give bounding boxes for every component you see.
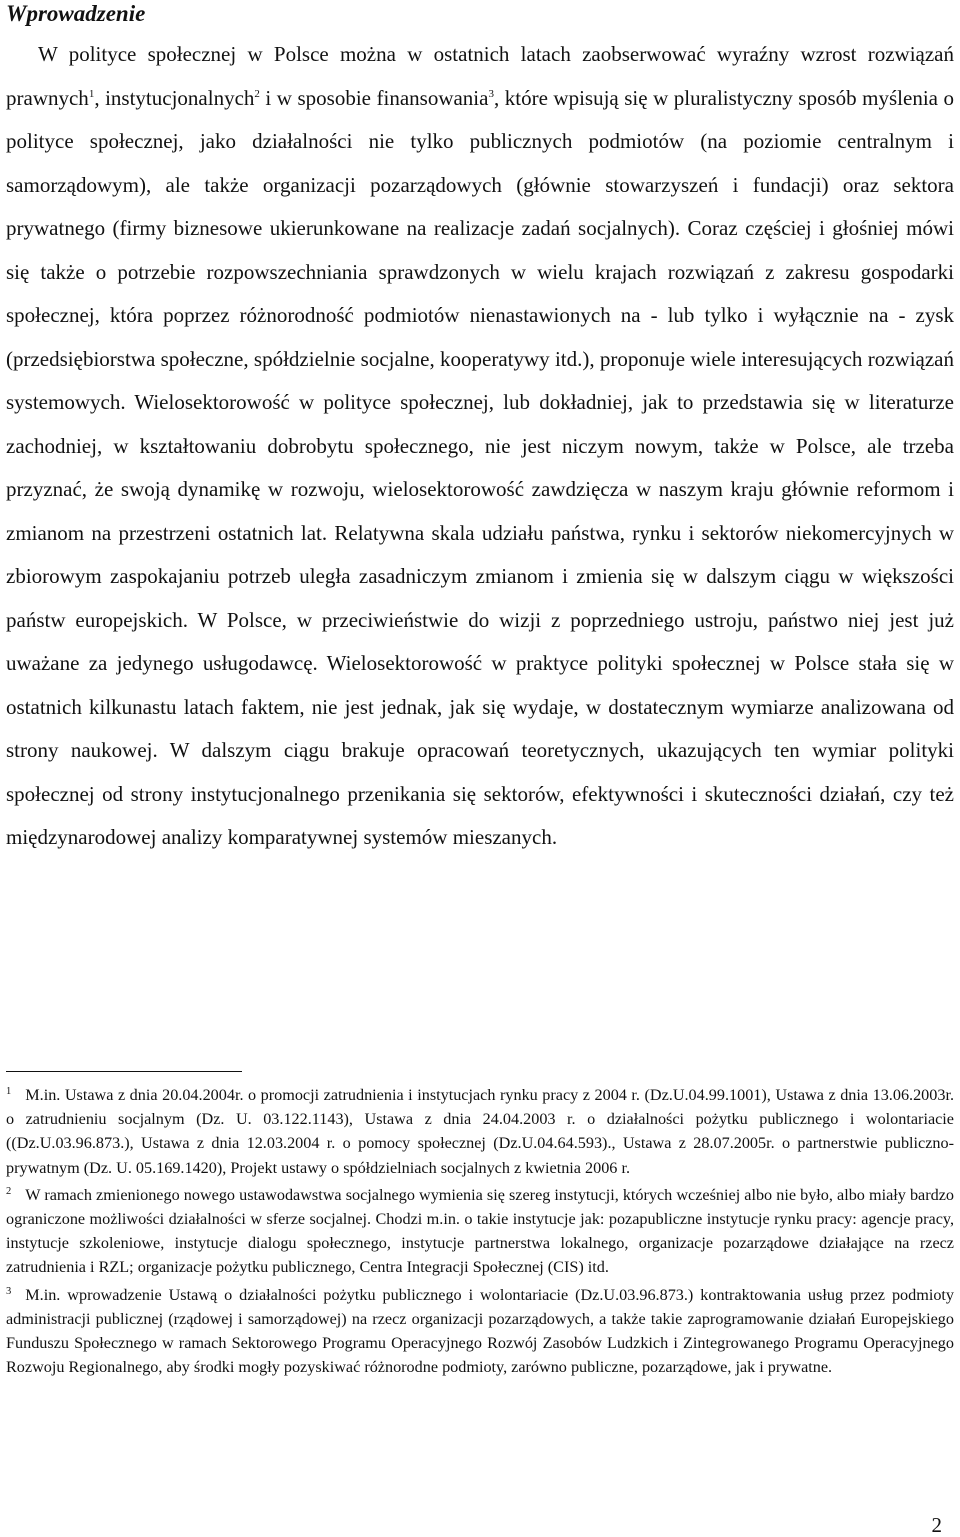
- footnote-3: [6, 1280, 954, 1380]
- section-heading: Wprowadzenie: [6, 1, 146, 26]
- paragraph-text-3: i w sposobie finansowania: [259, 85, 489, 110]
- footnote-separator: [6, 1071, 242, 1072]
- footnote-ref-3: 3: [488, 87, 494, 100]
- footnote-2: [6, 1180, 954, 1280]
- footnote-text: M.in. wprowadzenie Ustawą o działalności pożytku publicznego i wolontariacie (Dz.U.03.96.873.) kontraktowania usług przez podmioty administracji publicznej (rządowej i samorządowej) na rzecz organizacji pozarządowych, a także takie zaprogramowanie działań Europejskiego Funduszu Społecznego w ramach Sektorowego Programu Operacyjnego Rozwój Zasobów Ludzkich i Zintegrowanego Programu Operacyjnego Rozwoju Regionalnego, aby środki mogły pozyskiwać różnorodne podmioty, zarówno publiczne, pozarządowe, jak i prywatne.: [6, 1285, 954, 1377]
- footnote-number: 3: [6, 1285, 12, 1297]
- footnote-number: 2: [6, 1185, 12, 1197]
- footnote-ref-2: 2: [254, 87, 260, 100]
- footnote-text: M.in. Ustawa z dnia 20.04.2004r. o promocji zatrudnienia i instytucjach rynku pracy z 2004 r. (Dz.U.04.99.1001), Ustawa z dnia 13.06.2003r. o zatrudnieniu socjalnym (Dz. U. 03.122.1143), Ustawa z dnia 24.04.2003 r. o działalności pożytku publicznego i wolontariacie ((Dz.U.03.96.873.), Ustawa z dnia 12.03.2004 r. o pomocy społecznej (Dz.U.04.64.593)., Ustawa z 28.07.2005r. o partnerstwie publiczno-prywatnym (Dz. U. 05.169.1420), Projekt ustawy o spółdzielniach socjalnych z kwietnia 2006 r.: [6, 1086, 954, 1177]
- footnote-text: W ramach zmienionego nowego ustawodawstwa socjalnego wymienia się szereg instytucji, których wcześniej albo nie było, albo miały bardzo ograniczone możliwości działalności w sferze socjalnej. Chodzi m.in. o takie instytucje jak: pozapubliczne instytucje rynku pracy: agencje pracy, instytucje szkoleniowe, instytucje dialogu społecznego, instytucje partnerstwa lokalnego, organizacje pozarządowe działające na rzecz zatrudnienia i RZL; organizacje pożytku publicznego, Centra Integracji Społecznej (CIS) itd.: [6, 1185, 954, 1277]
- footnote-ref-1: 1: [88, 87, 95, 100]
- footnote-1: [6, 1080, 954, 1180]
- footnotes: [6, 1080, 954, 1379]
- paragraph-text-4: , które wpisują się w pluralistyczny sposób myślenia o polityce społecznej, jako działalności nie tylko publicznych podmiotów (na poziomie centralnym i samorządowym), ale także organizacji pozarządowych (głównie stowarzyszeń i fundacji) oraz sektora prywatnego (firmy biznesowe ukierunkowane na realizacje zadań socjalnych). Coraz częściej i głośniej mówi się także o potrzebie rozpowszechniania sprawdzonych w wielu krajach rozwiązań z zakresu gospodarki społecznej, która poprzez różnorodność podmiotów nienastawionych na - lub tylko i wyłącznie na - zysk (przedsiębiorstwa społeczne, spółdzielnie socjalne, kooperatywy itd.), proponuje wiele interesujących rozwiązań systemowych. Wielosektorowość w polityce społecznej, lub dokładniej, jak to przedstawia się w literaturze zachodniej, w kształtowaniu dobrobytu społecznego, nie jest niczym nowym, także w Polsce, ale trzeba przyznać, że swoją dynamikę w rozwoju, wielosektorowość zawdzięcza w naszym kraju głównie reformom i zmianom na przestrzeni ostatnich lat. Relatywna skala udziału państwa, rynku i sektorów niekomercyjnych w zbiorowym zaspokajaniu potrzeb uległa zasadniczym zmianom i zmienia się w dalszym ciągu w większości państw europejskich. W Polsce, w przeciwieństwie do wizji z poprzedniego ustroju, państwo niej jest już uważane za jedynego usługodawcę. Wielosektorowość w praktyce polityki społecznej w Polsce stała się w ostatnich kilkunastu latach faktem, nie jest jednak, jak się wydaje, w dostatecznym wymiarze analizowana od strony naukowej. W dalszym ciągu brakuje opracowań teoretycznych, ukazujących ten wymiar polityki społecznej od strony instytucjonalnego przenikania się sektorów, efektywności i skuteczności działań, czy też międzynarodowej analizy komparatywnej systemów mieszanych.: [6, 85, 954, 849]
- paragraph-text-1: W polityce społecznej w Polsce można w ostatnich latach zaobserwować wyraźny wzrost rozwiązań prawnych: [6, 42, 954, 110]
- body-paragraph: [6, 33, 954, 860]
- footnote-number: 1: [6, 1086, 12, 1097]
- paragraph-text-2: , instytucjonalnych: [94, 85, 255, 110]
- page-number: 2: [931, 1513, 942, 1537]
